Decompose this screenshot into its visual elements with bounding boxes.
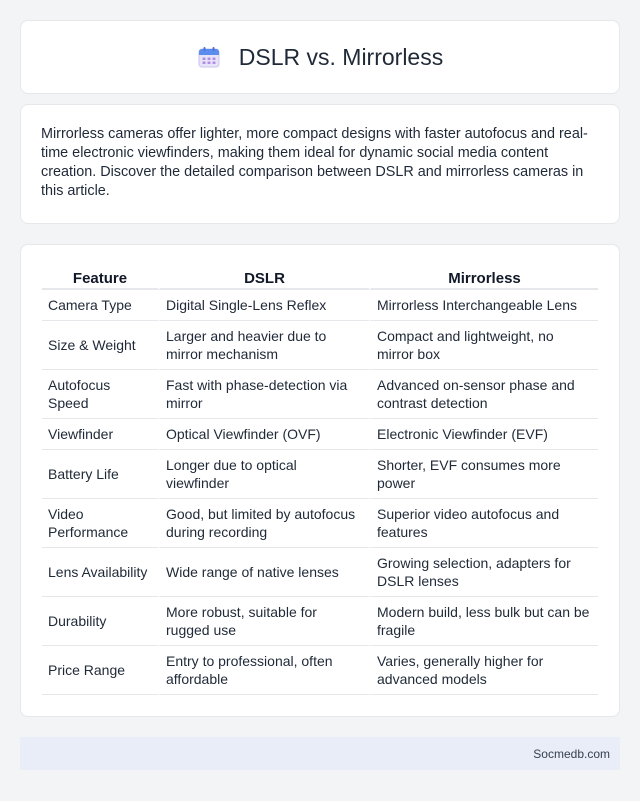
feature-cell: Autofocus Speed: [42, 370, 158, 419]
column-header-dslr: DSLR: [158, 265, 369, 290]
comparison-card: [20, 244, 620, 717]
table-row: [42, 290, 598, 321]
dslr-cell: Good, but limited by autofocus during recording: [158, 499, 369, 548]
column-header-feature: Feature: [42, 265, 158, 290]
dslr-cell: Longer due to optical viewfinder: [158, 450, 369, 499]
feature-cell: Lens Availability: [42, 548, 158, 597]
mirrorless-cell: Advanced on-sensor phase and contrast detection: [369, 370, 598, 419]
mirrorless-cell: Varies, generally higher for advanced models: [369, 646, 598, 695]
feature-cell: Size & Weight: [42, 321, 158, 370]
table-row: [42, 370, 598, 419]
mirrorless-cell: Electronic Viewfinder (EVF): [369, 419, 598, 450]
mirrorless-cell: Growing selection, adapters for DSLR lenses: [369, 548, 598, 597]
dslr-cell: Entry to professional, often affordable: [158, 646, 369, 695]
footer-site-link[interactable]: Socmedb.com: [533, 746, 610, 761]
dslr-cell: Digital Single-Lens Reflex: [158, 290, 369, 321]
table-row: [42, 597, 598, 646]
dslr-cell: More robust, suitable for rugged use: [158, 597, 369, 646]
feature-cell: Price Range: [42, 646, 158, 695]
feature-cell: Camera Type: [42, 290, 158, 321]
mirrorless-cell: Modern build, less bulk but can be fragile: [369, 597, 598, 646]
feature-cell: Video Performance: [42, 499, 158, 548]
page-title: DSLR vs. Mirrorless: [238, 43, 444, 70]
dslr-cell: Larger and heavier due to mirror mechanism: [158, 321, 369, 370]
comparison-table: [42, 265, 598, 695]
table-row: [42, 321, 598, 370]
feature-cell: Battery Life: [42, 450, 158, 499]
intro-card: [20, 104, 620, 224]
table-row: [42, 419, 598, 450]
table-row: [42, 548, 598, 597]
footer-bar: [20, 737, 620, 770]
dslr-cell: Optical Viewfinder (OVF): [158, 419, 369, 450]
mirrorless-cell: Shorter, EVF consumes more power: [369, 450, 598, 499]
intro-paragraph: Mirrorless cameras offer lighter, more compact designs with faster autofocus and real-time electronic viewfinders, making them ideal for dynamic social media content creation. Discover the detailed comparison between DSLR and mirrorless cameras in this article.: [41, 126, 588, 199]
dslr-cell: Fast with phase-detection via mirror: [158, 370, 369, 419]
header-card: [20, 20, 620, 94]
table-header-row: [42, 265, 598, 290]
mirrorless-cell: Compact and lightweight, no mirror box: [369, 321, 598, 370]
column-header-mirrorless: Mirrorless: [369, 265, 598, 290]
feature-cell: Durability: [42, 597, 158, 646]
feature-cell: Viewfinder: [42, 419, 158, 450]
table-row: [42, 450, 598, 499]
mirrorless-cell: Superior video autofocus and features: [369, 499, 598, 548]
table-row: [42, 499, 598, 548]
dslr-cell: Wide range of native lenses: [158, 548, 369, 597]
calendar-icon: [197, 45, 221, 69]
mirrorless-cell: Mirrorless Interchangeable Lens: [369, 290, 598, 321]
table-row: [42, 646, 598, 695]
